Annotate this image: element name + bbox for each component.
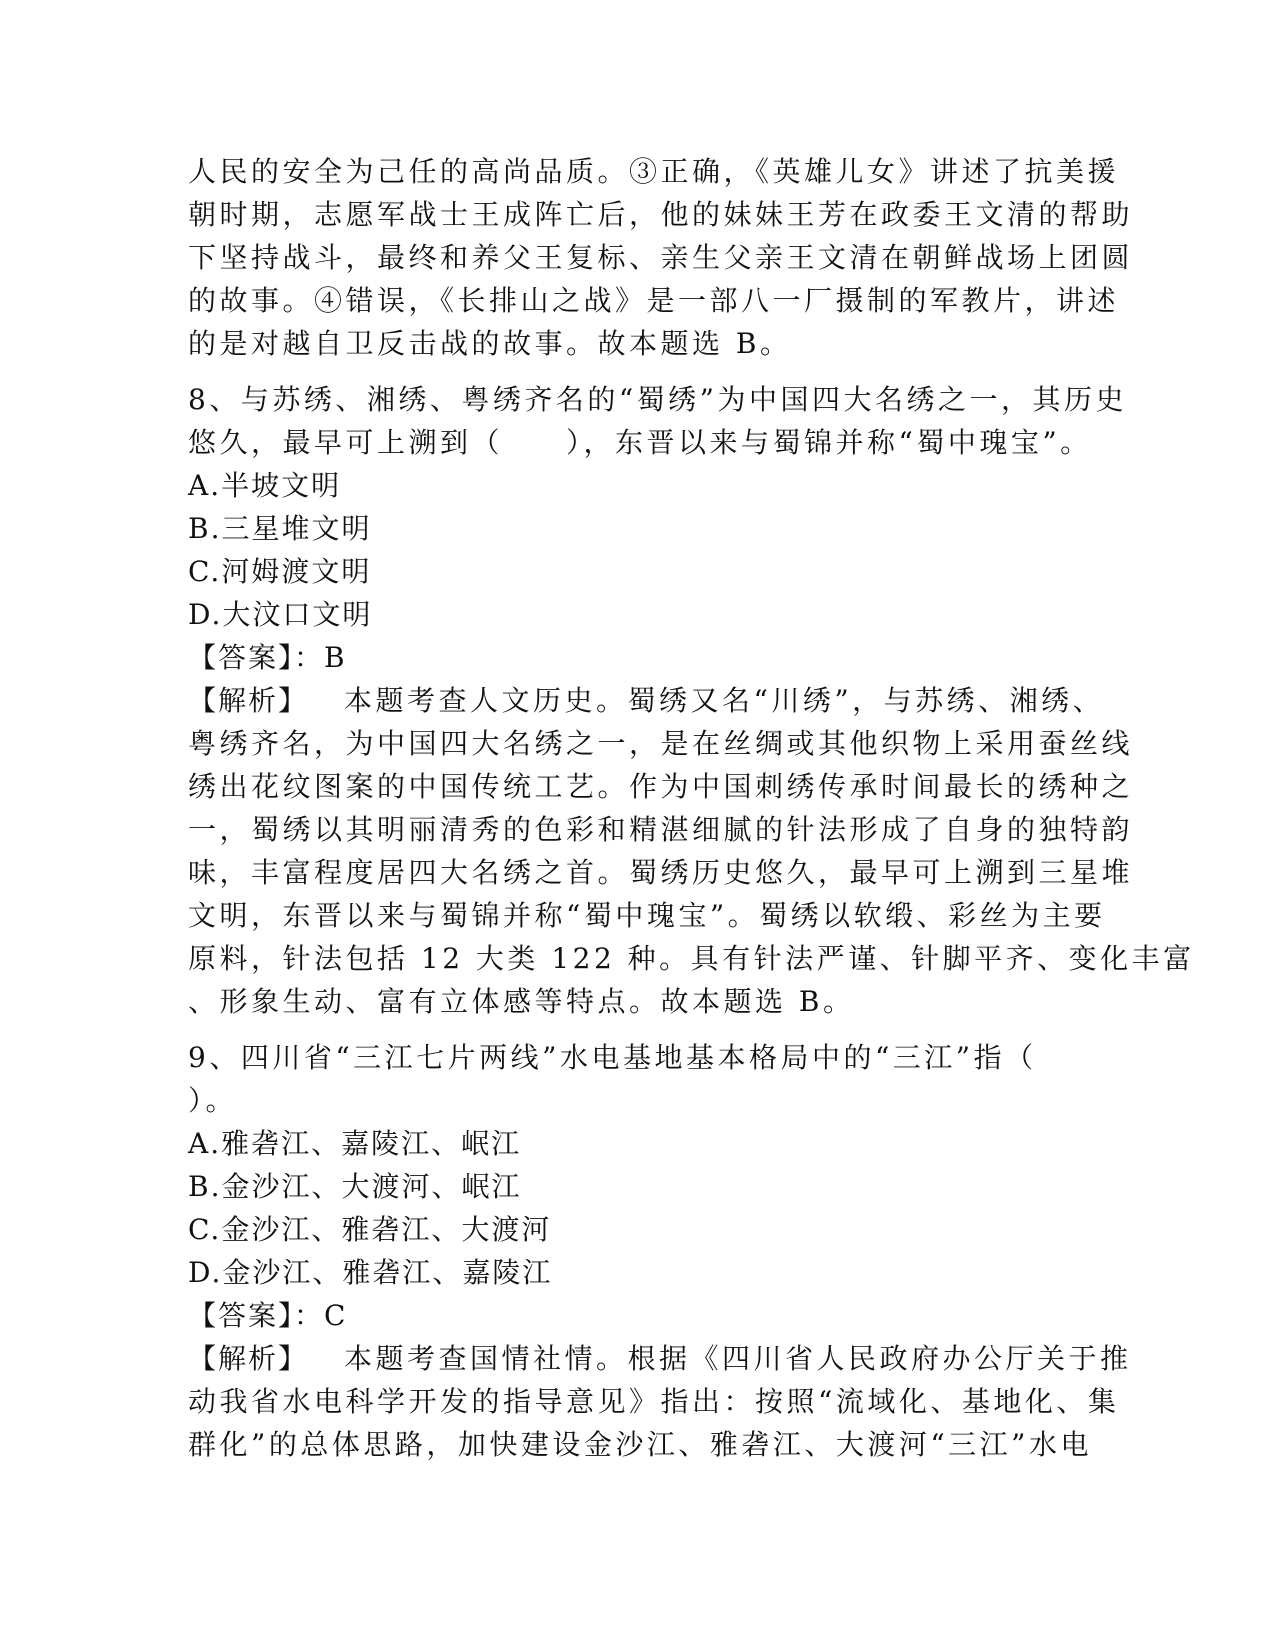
q8-analysis-line: 味，丰富程度居四大名绣之首。蜀绣历史悠久，最早可上溯到三星堆 [188,856,1134,889]
q8-analysis-line: 绣出花纹图案的中国传统工艺。作为中国刺绣传承时间最长的绣种之 [188,770,1134,803]
answer-value: C [324,1299,349,1332]
q7-analysis-line: 人民的安全为己任的高尚品质。③正确，《英雄儿女》讲述了抗美援 [188,155,1120,188]
q9-analysis-line [188,1337,1132,1380]
q8-option-b: B.三星堆文明 [188,512,372,545]
q8-stem-line: 8、与苏绣、湘绣、粤绣齐名的“蜀绣”为中国四大名绣之一，其历史 [188,383,1127,416]
q8-analysis-line: 粤绣齐名，为中国四大名绣之一，是在丝绸或其他织物上采用蚕丝线 [188,727,1134,760]
q8-option-c: C.河姆渡文明 [188,555,372,588]
q9-stem-line: 9、四川省“三江七片两线”水电基地基本格局中的“三江”指（ [188,1041,1037,1074]
q7-analysis-line: 的故事。④错误，《长排山之战》是一部八一厂摄制的军教片，讲述 [188,284,1120,317]
q9-option-b: B.金沙江、大渡河、岷江 [188,1170,522,1203]
q7-analysis-line: 的是对越自卫反击战的故事。故本题选 B。 [188,327,792,360]
analysis-text: 本题考查国情社情。根据《四川省人民政府办公厅关于推 [344,1342,1132,1375]
answer-label: 【答案】： [188,641,325,674]
q9-option-a: A.雅砻江、嘉陵江、岷江 [188,1127,522,1160]
q9-stem-line: ）。 [188,1084,238,1117]
q8-analysis-line [188,679,1105,722]
q8-analysis-line: 原料，针法包括 12 大类 122 种。具有针法严谨、针脚平齐、变化丰富 [188,942,1195,975]
q9-option-d: D.金沙江、雅砻江、嘉陵江 [188,1256,553,1289]
answer-label: 【答案】： [188,1299,325,1332]
analysis-label: 【解析】 [188,684,309,717]
q7-analysis-line: 朝时期，志愿军战士王成阵亡后，他的妹妹王芳在政委王文清的帮助 [188,198,1134,231]
q8-option-a: A.半坡文明 [188,469,342,502]
q8-answer [188,636,1078,679]
q8-analysis-line: 一，蜀绣以其明丽清秀的色彩和精湛细腻的针法形成了自身的独特韵 [188,813,1134,846]
q8-stem-line: 悠久，最早可上溯到（ ），东晋以来与蜀锦并称“蜀中瑰宝”。 [188,426,1092,459]
analysis-text: 本题考查人文历史。蜀绣又名“川绣”，与苏绣、湘绣、 [344,684,1105,717]
q8-analysis-line: 文明，东晋以来与蜀锦并称“蜀中瑰宝”。蜀绣以软缎、彩丝为主要 [188,899,1106,932]
q8-analysis-line: 、形象生动、富有立体感等特点。故本题选 B。 [188,985,855,1018]
q9-analysis-line: 群化”的总体思路，加快建设金沙江、雅砻江、大渡河“三江”水电 [188,1428,1092,1461]
document-page [188,150,1195,1466]
analysis-label: 【解析】 [188,1342,309,1375]
q8-option-d: D.大汶口文明 [188,598,373,631]
q7-analysis-line: 下坚持战斗，最终和养父王复标、亲生父亲王文清在朝鲜战场上团圆 [188,241,1134,274]
q9-option-c: C.金沙江、雅砻江、大渡河 [188,1213,552,1246]
answer-value: B [324,641,349,674]
q9-analysis-line: 动我省水电科学开发的指导意见》指出：按照“流域化、基地化、集 [188,1385,1120,1418]
q9-answer [188,1294,1078,1337]
